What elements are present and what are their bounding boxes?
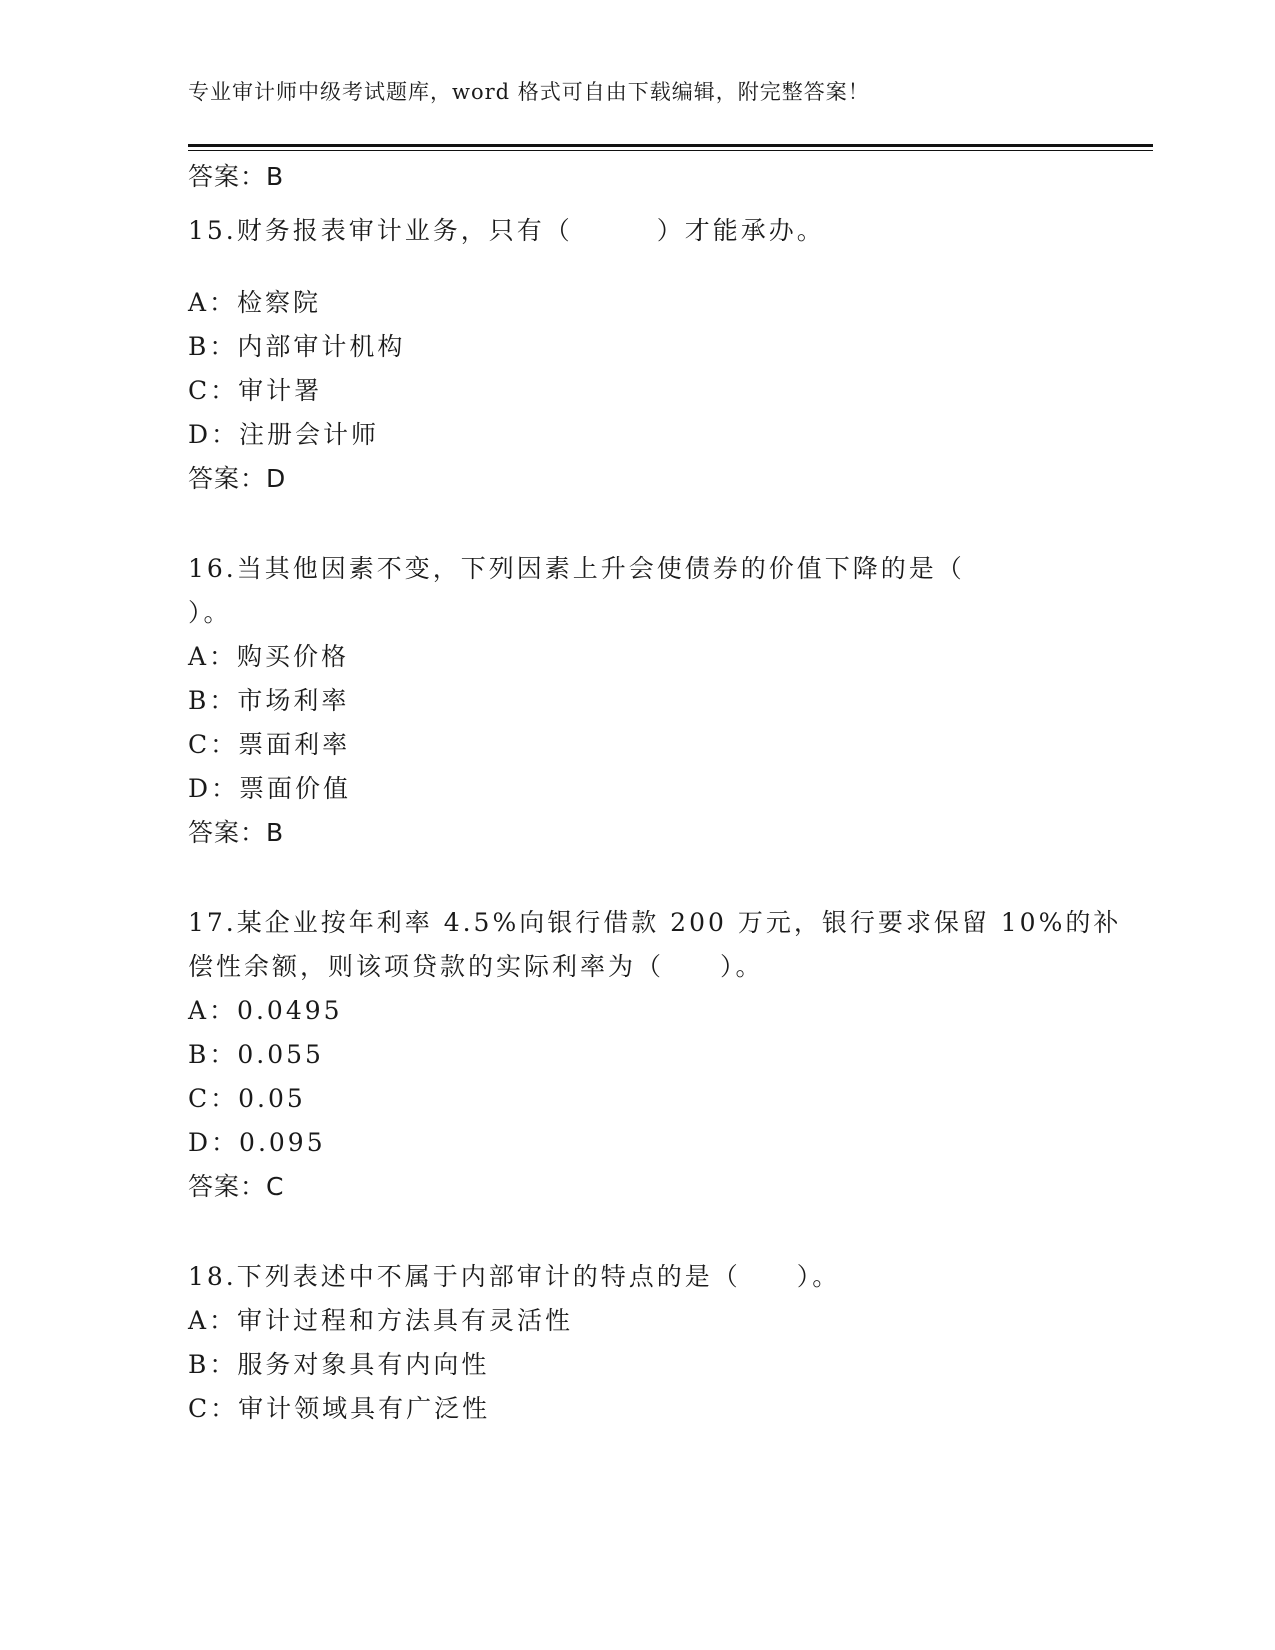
page-header: 专业审计师中级考试题库，word 格式可自由下载编辑，附完整答案！ <box>188 80 870 104</box>
header-rule-thick <box>188 144 1153 147</box>
option-d: D：票面价值 <box>188 774 352 803</box>
option-a: A：审计过程和方法具有灵活性 <box>188 1306 574 1335</box>
answer-line: 答案：B <box>188 818 285 847</box>
option-b: B：市场利率 <box>188 686 350 715</box>
option-c: C：0.05 <box>188 1084 306 1113</box>
question-17: 17.某企业按年利率 4.5%向银行借款 200 万元，银行要求保留 10%的补 <box>188 908 1122 937</box>
answer-line: 答案：B <box>188 162 285 191</box>
question-16-cont: ）。 <box>188 598 232 627</box>
option-a: A：0.0495 <box>188 996 343 1025</box>
question-18: 18.下列表述中不属于内部审计的特点的是（ ）。 <box>188 1262 841 1291</box>
answer-line: 答案：C <box>188 1172 285 1201</box>
question-16: 16.当其他因素不变，下列因素上升会使债券的价值下降的是（ <box>188 554 965 583</box>
answer-line: 答案：D <box>188 464 287 493</box>
option-b: B：服务对象具有内向性 <box>188 1350 490 1379</box>
option-b: B：0.055 <box>188 1040 324 1069</box>
question-17-cont: 偿性余额，则该项贷款的实际利率为（ ）。 <box>188 952 764 981</box>
option-a: A：检察院 <box>188 288 322 317</box>
option-c: C：审计领域具有广泛性 <box>188 1394 491 1423</box>
option-d: D：注册会计师 <box>188 420 380 449</box>
option-b: B：内部审计机构 <box>188 332 406 361</box>
question-15: 15.财务报表审计业务，只有（ ）才能承办。 <box>188 216 825 245</box>
option-c: C：审计署 <box>188 376 323 405</box>
option-c: C：票面利率 <box>188 730 351 759</box>
header-rule-thin <box>188 150 1153 151</box>
option-a: A：购买价格 <box>188 642 350 671</box>
option-d: D：0.095 <box>188 1128 326 1157</box>
